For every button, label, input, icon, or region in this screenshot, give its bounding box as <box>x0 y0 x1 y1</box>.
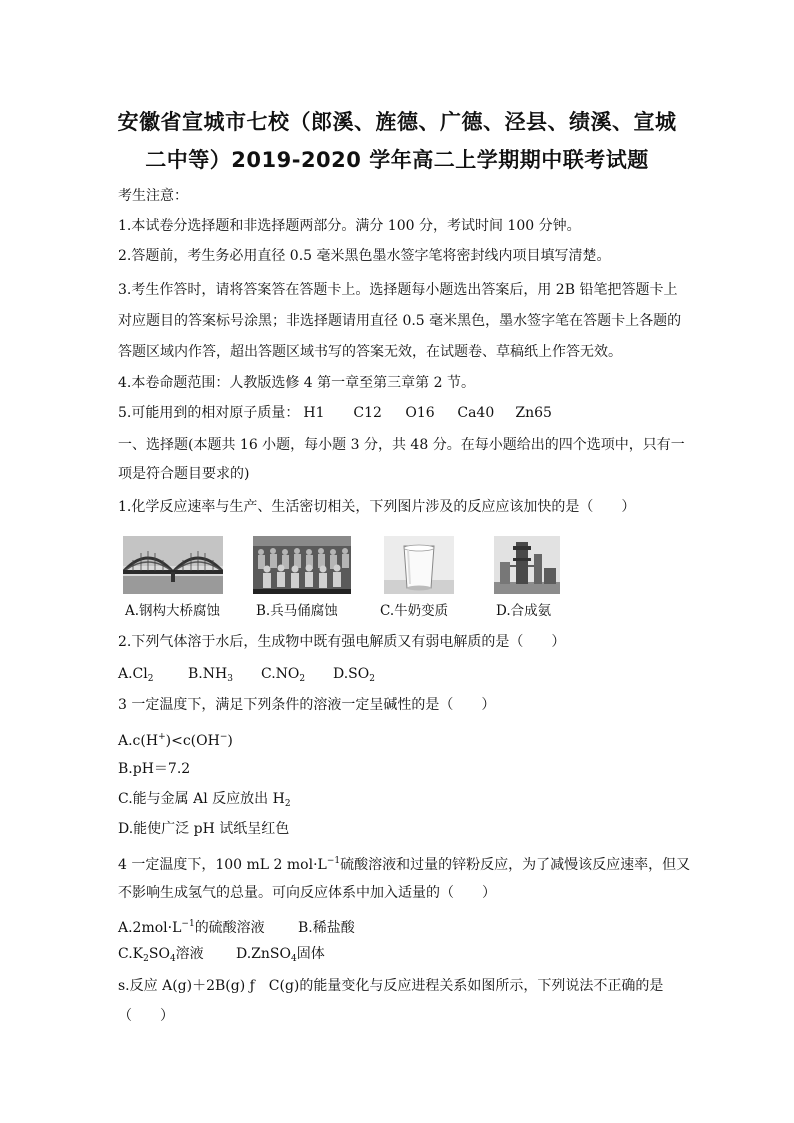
ammonia-plant-image <box>494 536 560 594</box>
q2-option-d: $D.SO_2$ <box>333 666 375 684</box>
caption-d: D.合成氨 <box>496 603 552 619</box>
exam-title-line1: 安徽省宣城市七校（郎溪、旌德、广德、泾县、绩溪、宣城 <box>117 110 677 134</box>
question-2-stem: 2.下列气体溶于水后，生成物中既有强电解质又有弱电解质的是（ ） <box>118 634 566 650</box>
section1-heading-cont: 项是符合题目要求的) <box>118 466 250 482</box>
milk-glass-image <box>384 536 454 594</box>
notice-item-5 <box>118 403 552 423</box>
notice-item-3-cont: 对应题目的答案标号涂黑；非选择题请用直径 0.5 毫米黑色，墨水签字笔在答题卡上各题的 <box>118 313 682 329</box>
question-4-stem-cont: 不影响生成氢气的总量。可向反应体系中加入适量的（ ） <box>118 885 496 901</box>
q2-option-c: $C.NO_2$ <box>261 666 306 684</box>
q3-option-b: B.pH＝7.2 <box>118 761 191 777</box>
q3-option-a: A.c(H+)<c(OH−) <box>118 732 233 749</box>
atomic-mass-o: O16 <box>405 405 435 421</box>
atomic-mass-ca: Ca40 <box>457 405 495 421</box>
notice-item-3-cont2: 答题区域内作答，超出答题区域书写的答案无效，在试题卷、草稿纸上作答无效。 <box>118 344 622 360</box>
notice-item-3: 3.考生作答时，请将答案答在答题卡上。选择题每小题选出答案后，用 2B 铅笔把答题卡上 <box>118 282 678 298</box>
notice-item-1: 1.本试卷分选择题和非选择题两部分。满分 100 分，考试时间 100 分钟。 <box>118 218 581 234</box>
notice-item-4: 4.本卷命题范围：人教版选修 4 第一章至第三章第 2 节。 <box>118 375 475 391</box>
caption-a: A.钢构大桥腐蚀 <box>125 603 221 619</box>
question-3-stem: 3 一定温度下，满足下列条件的溶液一定呈碱性的是（ ） <box>118 697 496 713</box>
caption-b: B.兵马俑腐蚀 <box>256 603 338 619</box>
q3-option-c: C.能与金属 Al 反应放出 $H_2$ <box>118 791 291 809</box>
bridge-image <box>123 536 223 594</box>
question-5-stem: s.反应 A(g)＋2B(g) ƒ C(g)的能量变化与反应进程关系如图所示，下列说法不正确的是 <box>118 978 664 994</box>
question-4-stem: 4 一定温度下，100 mL 2 $mol\cdot L^{-1}$硫酸溶液和过量的锌粉反应，为了减慢该反应速率，但又 <box>118 856 691 873</box>
notice-heading: 考生注意： <box>118 188 188 204</box>
q4-option-b: B.稀盐酸 <box>298 920 355 936</box>
q2-option-a: $A.Cl_2$ <box>118 666 154 684</box>
atomic-mass-h: H1 <box>303 405 325 421</box>
question-2-options <box>118 664 375 689</box>
q4-option-a: $A.2mol\cdot L^{-1}$的硫酸溶液 <box>118 919 265 936</box>
terracotta-warriors-image <box>253 536 351 594</box>
notice-item-2: 2.答题前，考生务必用直径 0.5 毫米黑色墨水签字笔将密封线内项目填写清楚。 <box>118 248 611 264</box>
caption-c: C.牛奶变质 <box>380 603 449 619</box>
q3-option-d: D.能使广泛 pH 试纸呈红色 <box>118 821 290 837</box>
q4-options-cd <box>118 944 325 969</box>
atomic-mass-c: C12 <box>353 405 382 421</box>
question-1-stem: 1.化学反应速率与生产、生活密切相关，下列图片涉及的反应应该加快的是（ ） <box>118 499 636 515</box>
section1-heading: 一、选择题(本题共 16 小题，每小题 3 分，共 48 分。在每小题给出的四个选项中，只有一 <box>118 437 685 453</box>
q2-option-b: $B.NH_3$ <box>188 666 233 684</box>
q4-options-ab <box>118 914 355 938</box>
exam-title-line2: 二中等）2019-2020 学年高二上学期期中联考试题 <box>145 148 649 172</box>
q4-option-c: $C.K_2SO_4$溶液 <box>118 946 204 964</box>
q4-option-d: D.ZnSO$_4$固体 <box>236 946 325 964</box>
question-5-stem-cont: （ ） <box>118 1008 174 1024</box>
atomic-mass-label: 5.可能用到的相对原子质量： <box>118 405 300 421</box>
atomic-mass-zn: Zn65 <box>515 405 552 421</box>
